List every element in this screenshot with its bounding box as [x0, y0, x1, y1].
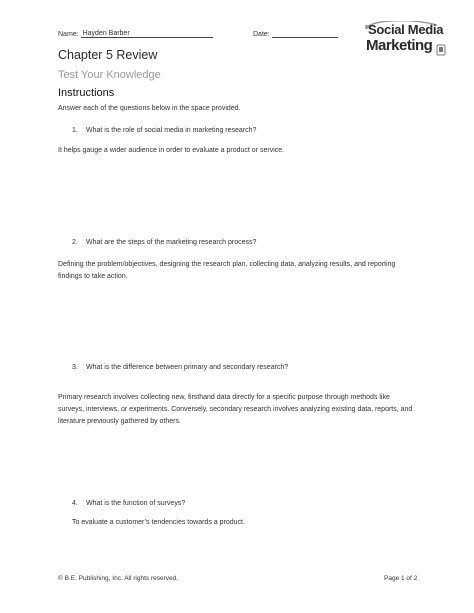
question-3: [72, 362, 288, 374]
footer-copyright: © B.E. Publishing, Inc. All rights reserved.: [58, 575, 179, 582]
name-field: [58, 30, 213, 38]
instructions-text: Answer each of the questions below in the space provided.: [58, 105, 241, 112]
page-subtitle: Test Your Knowledge: [58, 69, 161, 81]
question-1: [72, 125, 256, 137]
question-number: 2.: [72, 239, 78, 246]
name-line[interactable]: [81, 30, 213, 38]
answer-1[interactable]: It helps gauge a wider audience in order to evaluate a product or service.: [58, 147, 285, 154]
date-line[interactable]: [272, 30, 338, 38]
page-title: Chapter 5 Review: [58, 48, 158, 62]
footer-page-number: Page 1 of 2: [384, 575, 418, 582]
date-field: [253, 30, 338, 38]
question-2: [72, 237, 256, 249]
answer-2[interactable]: Defining the problem/objectives, designing the research plan, collecting data, analyzing results, and reporting findings to take action.: [58, 261, 396, 280]
answer-3[interactable]: Primary research involves collecting new, firsthand data directly for a specific purpose through methods like surveys, interviews, or experiments. Conversely, secondary research involves analyzing existing data, reports, and literature previously gathered by others.: [58, 394, 413, 425]
logo-line1: Social Media: [368, 22, 444, 37]
social-media-marketing-logo: [355, 21, 447, 61]
name-value: Hayden Barber: [82, 30, 130, 37]
logo-line2: Marketing: [366, 37, 433, 54]
question-number: 4.: [72, 500, 78, 507]
answer-4[interactable]: To evaluate a customer’s tendencies towards a product.: [72, 519, 245, 526]
question-text: What is the function of surveys?: [86, 500, 186, 507]
question-text: What is the role of social media in marketing research?: [86, 127, 257, 134]
question-number: 1.: [72, 127, 78, 134]
name-label: Name:: [58, 31, 79, 38]
question-text: What is the difference between primary and secondary research?: [86, 364, 289, 371]
date-label: Date:: [253, 31, 270, 38]
question-number: 3.: [72, 364, 78, 371]
question-text: What are the steps of the marketing research process?: [86, 239, 257, 246]
section-heading: Instructions: [58, 87, 115, 99]
question-4: [72, 498, 185, 510]
